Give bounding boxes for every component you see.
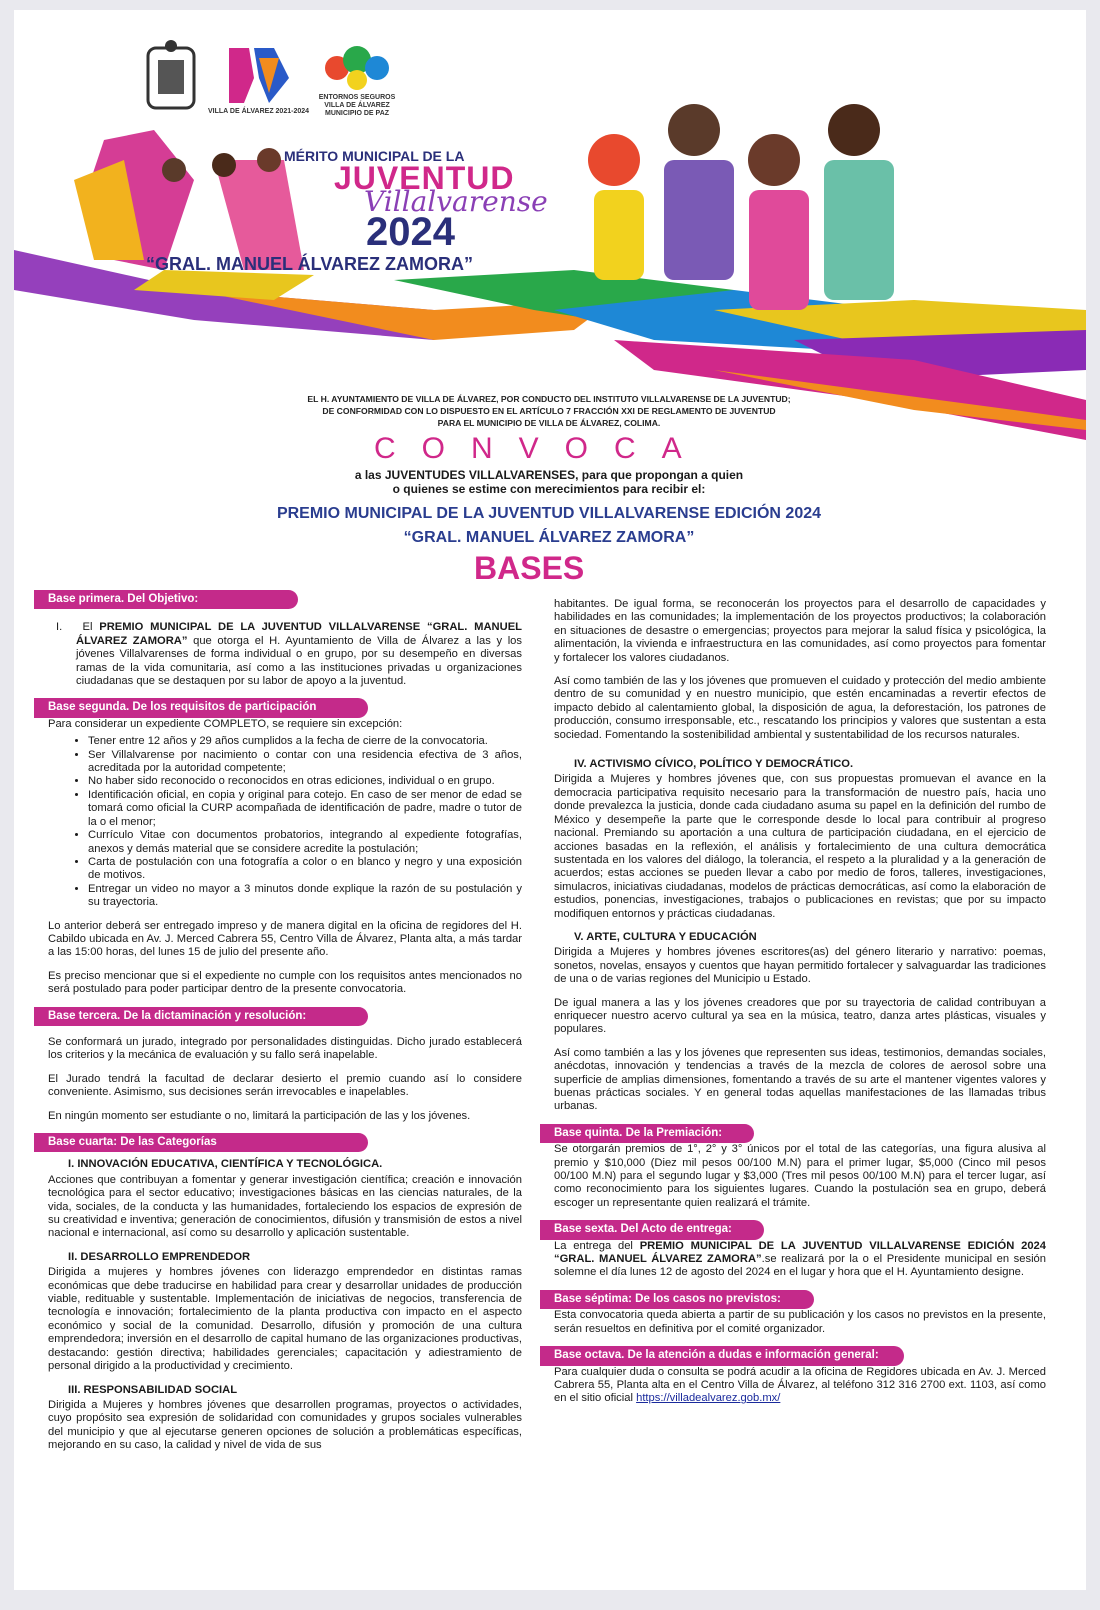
premio-title (204, 502, 894, 550)
category-title: II. DESARROLLO EMPRENDEDOR (68, 1250, 251, 1263)
list-item: • Entregar un video no mayor a 3 minutos donde explique la razón de su postulación y su trayectoria. (88, 883, 522, 910)
paragraph: Dirigida a Mujeres y hombres jóvenes escritores(as) del género literario y narrativo: poemas, sonetos, novelas, ensayos y cuentos que hayan permitido fortalecer y salvaguardar las tradiciones de una o de varias regiones del Municipio u Estado. (554, 946, 1046, 986)
villa-de-alvarez-logo (208, 38, 309, 116)
base-quinta-header: Base quinta. De la Premiación: (540, 1124, 754, 1143)
entornos-caption-1: ENTORNOS SEGUROS (318, 94, 396, 101)
premio-line: PREMIO MUNICIPAL DE LA JUVENTUD VILLALVARENSE EDICIÓN 2024 (276, 505, 822, 522)
logo-row (142, 38, 397, 118)
paragraph: Así como también a las y los jóvenes que representen sus ideas, testimonios, demandas sociales, anécdotas, innovación y tendencias a través de la mezcla de colores de aerosol sobre una superficie de amplias dimensiones, fomentando a través de su arte el mantener vigentes valores y buenas prácticas sociales. Y en general todas aquellas manifestaciones de las llamadas tribus urbanas. (554, 1046, 1046, 1113)
category-title: IV. ACTIVISMO CÍVICO, POLÍTICO Y DEMOCRÁTICO. (574, 758, 854, 771)
villa-logo-caption: VILLA DE ÁLVAREZ 2021-2024 (208, 108, 310, 115)
text-fragment: que otorga el H. Ayuntamiento de Villa de Álvarez a las y los jóvenes Villalvarenses de forma individual o en grupo, por su desempeño en diversas ramas de la vida comunitaria, así como a las instituciones privadas u organizaciones ciudadanas que se destaquen por su labor de apoyo a la juventud. (76, 634, 522, 688)
intro-paragraph (264, 393, 834, 429)
paragraph: Así como también de las y los jóvenes que promueven el cuidado y protección del medio ambiente dentro de su comunidad y en nuestro municipio, que estén encaminadas a revertir efectos de impacto debido al calentamiento global, la disposición de agua, la deforestación, los patrones de producción, consumo irresponsable, etc., rescatando los principios y valores que sustentan a esta sociedad. Fomentando la sostenibilidad ambiental y sustentabilidad de los recursos naturales. (554, 675, 1046, 741)
premio-line: “GRAL. MANUEL ÁLVAREZ ZAMORA” (403, 529, 695, 546)
paragraph: Esta convocatoria queda abierta a partir de su publicación y los casos no previstos en la presente, serán resueltos en definitiva por el comité organizador. (554, 1309, 1046, 1335)
bases-heading: BASES (474, 550, 585, 586)
official-site-link[interactable]: https://villadealvarez.gob.mx/ (636, 1392, 781, 1405)
entornos-caption-3: MUNICIPIO DE PAZ (324, 110, 390, 117)
text-fragment: El (82, 621, 100, 634)
base-cuarta-header: Base cuarta: De las Categorías (34, 1133, 368, 1152)
intro-line: PARA EL MUNICIPIO DE VILLA DE ÁLVAREZ, COLIMA. (437, 418, 661, 428)
intro-line: DE CONFORMIDAD CON LO DISPUESTO EN EL ARTÍCULO 7 FRACCIÓN XXI DE REGLAMENTO DE JUVENTUD (322, 406, 776, 416)
convoca-heading: CONVOCA (374, 432, 708, 465)
left-column (34, 590, 522, 1463)
poster-page (14, 10, 1086, 1590)
convoca-sub-line: a las JUVENTUDES VILLALVARENSES, para que propongan a quien (354, 468, 744, 482)
title-juventud: JUVENTUD (334, 160, 515, 196)
paragraph: habitantes. De igual forma, se reconocerán los proyectos para el desarrollo de capacidades y habilidades en las comunidades; la implementación de los proyectos productivos; la colaboración en situaciones de desastre o emergencias; proyectos para mejorar la salud física y psicológica, la alimentación, la vivienda e infraestructura en las comunidades, así como proyectos para fomentar y fortalecer los valores ciudadanos. (554, 598, 1046, 664)
title-year: 2024 (366, 210, 455, 254)
paragraph: Dirigida a Mujeres y hombres jóvenes que, con sus propuestas promuevan el avance en la democracia participativa requisito necesario para la transformación de nuestro país, hacia uno donde prevalezca la justicia, donde cada ciudadano asuma su papel en la definición del rumbo de México y desempeñe la parte que le corresponde desde lo local para contribuir al progreso nacional. Premiando su aportación a una cultura de participación ciudadana, en el ejercicio de acciones basadas en la reflexión, el análisis y fortalecimiento de una cultura democrática sustentada en los valores del diálogo, la tolerancia, el respeto a la pluralidad y a la generación de acuerdos; estas acciones se pueden llevar a cabo por medio de foros, talleres, investigaciones, simulacros, iniciativas ciudadanas, modelos de prácticas democráticas, así como la elaboración de estudios, ponencias, investigaciones, trabajos o publicaciones en revistas; que por su impacto modifiquen entornos y prácticas ciudadanas. (554, 773, 1046, 920)
base-sexta-header: Base sexta. Del Acto de entrega: (540, 1220, 764, 1239)
paragraph: Acciones que contribuyan a fomentar y generar investigación científica; creación e innovación tecnológica para el sector educativo; investigaciones básicas en las ciencias naturales, de la vida, sociales, de la conducta y las humanidades, fortaleciendo los espacios de expresión de su creatividad e inventiva; generación de conocimientos, difusión y transmisión de estos a nivel nacional e internacional, así como su desarrollo y aplicación sustentable. (48, 1173, 522, 1240)
base-octava-text (554, 1366, 1046, 1406)
base-primera-header: Base primera. Del Objetivo: (34, 590, 298, 609)
entornos-caption-2: VILLA DE ÁLVAREZ (324, 102, 390, 109)
title-villalvarense: Villalvarense (364, 185, 548, 218)
text-fragment: .se realizará por la o el Presidente municipal en sesión solemne el día lunes 12 de agosto del 2024 en el lugar y hora que el H. Ayuntamiento designe. (554, 1253, 1046, 1279)
list-item: • Carta de postulación con una fotografía a color o en blanco y negro y una exposición de motivos. (88, 856, 522, 883)
convoca-sub-line: o quienes se estime con merecimientos para recibir el: (392, 482, 706, 496)
list-item: • Tener entre 12 años y 29 años cumplidos a la fecha de cierre de la convocatoria. (88, 735, 522, 748)
base-cuarta-body (34, 1158, 522, 1452)
base-tercera-body (34, 1036, 522, 1123)
paragraph: Se conformará un jurado, integrado por personalidades distinguidas. Dicho jurado establecerá los criterios y la mecánica de evaluación y su fallo será inapelable. (48, 1035, 522, 1062)
roman-numeral: I. (56, 621, 63, 634)
requirements-list (48, 735, 522, 909)
paragraph: Dirigida a Mujeres y hombres jóvenes que desarrollen programas, proyectos o actividades, cuyo propósito sea expresión de solidaridad con comunidades y grupos sociales vulnerables del municipio y que al ejecutarse generen opciones de solución a problemáticas específicas, mejorando en su caso, la calidad y nivel de vida de sus (48, 1398, 522, 1452)
paragraph: Lo anterior deberá ser entregado impreso y de manera digital en la oficina de regidores del H. Cabildo ubicada en Av. J. Merced Cabrera 55, Centro Villa de Álvarez, Planta alta, a más tardar a las 15:00 horas, del lunes 15 de julio del presente año. (48, 919, 522, 959)
base-segunda-header: Base segunda. De los requisitos de participación (34, 698, 368, 717)
category-title: III. RESPONSABILIDAD SOCIAL (68, 1383, 238, 1396)
paragraph: El Jurado tendrá la facultad de declarar desierto el premio cuando así lo considere conveniente. Asimismo, sus decisiones serán irrevocables e inapelables. (48, 1072, 522, 1099)
list-item: • No haber sido reconocido o reconocidos en otras ediciones, individual o en grupo. (88, 775, 522, 788)
paragraph: Se otorgarán premios de 1°, 2° y 3° únicos por el total de las categorías, una figura alusiva al premio y $10,000 (Diez mil pesos 00/100 M.N) para el primer lugar, $5,000 (Cinco mil pesos 00/100 M.N) para el segundo lugar y $3,000 (Tres mil pesos 00/100 M.N) para el tercer lugar, así como reconocimiento para los siguientes lugares. Cuando la postulación sea en grupo, deberá escoger un representante quien realizará el trámite. (554, 1143, 1046, 1209)
paragraph: En ningún momento ser estudiante o no, limitará la participación de las y los jóvenes. (48, 1109, 471, 1122)
list-item: • Identificación oficial, en copia y original para cotejo. En caso de ser menor de edad se tomará como oficial la CURP acompañada de identificación de padre, madre o tutor de la o el menor; (88, 789, 522, 829)
base-octava-header: Base octava. De la atención a dudas e información general: (540, 1346, 904, 1365)
right-column (554, 598, 1046, 1416)
convoca-subtitle (314, 468, 784, 496)
list-item: • Ser Villalvarense por nacimiento o contar con una residencia efectiva de 3 años, acreditada por la autoridad competente; (88, 749, 522, 776)
category-title: I. INNOVACIÓN EDUCATIVA, CIENTÍFICA Y TECNOLÓGICA. (68, 1158, 383, 1171)
paragraph: Es preciso mencionar que si el expediente no cumple con los requisitos antes mencionados no será postulado para poder participar dentro de la presente convocatoria. (48, 969, 522, 996)
bold-fragment: PREMIO MUNICIPAL DE LA JUVENTUD VILLALVARENSE “GRAL. MANUEL ÁLVAREZ ZAMORA” (76, 621, 522, 647)
base-sexta-text (554, 1240, 1046, 1280)
text-fragment: La entrega del (554, 1239, 640, 1252)
base-tercera-header: Base tercera. De la dictaminación y resolución: (34, 1007, 368, 1026)
paragraph: De igual manera a las y los jóvenes creadores que por su trayectoria de calidad contribuyan a enriquecer nuestro acervo cultural ya sea en la música, teatro, danza artes plásticas, visuales y populares. (554, 996, 1046, 1036)
paragraph: Dirigida a mujeres y hombres jóvenes con liderazgo emprendedor en distintas ramas económicas que debe traducirse en habilidad para crear y desarrollar unidades de producción viable, redituable y sustentable. Implementación de iniciativas de negocios, transferencia de tecnología e innovación; fortalecimiento de la planta productiva con impacto en el aspecto económico y social de la comunidad. Desarrollo, difusión y promoción de una cultura emprendedora; inversión en el desarrollo de capital humano de las organizaciones productivas, destacando: gestión directiva; habilidades gerenciales; capacitación y adiestramiento de personal dirigido a la productividad y crecimiento. (48, 1266, 522, 1373)
category-title: V. ARTE, CULTURA Y EDUCACIÓN (574, 930, 757, 943)
title-gral: “GRAL. MANUEL ÁLVAREZ ZAMORA” (146, 254, 473, 274)
base-segunda-body (34, 718, 522, 997)
coat-of-arms-logo (142, 38, 200, 118)
bold-fragment: PREMIO MUNICIPAL DE LA JUVENTUD VILLALVARENSE EDICIÓN 2024 “GRAL. MANUEL ÁLVAREZ ZAMORA” (554, 1239, 1046, 1266)
intro-line: EL H. AYUNTAMIENTO DE VILLA DE ÁLVAREZ, POR CONDUCTO DEL INSTITUTO VILLALVARENSE DE LA JUVENTUD; (307, 394, 791, 404)
base-primera-text (34, 621, 522, 688)
list-item: • Currículo Vitae con documentos probatorios, integrando al expediente fotografías, anexos y demás material que se considere acredite la postulación; (88, 829, 522, 856)
text-fragment: Para cualquier duda o consulta se podrá acudir a la oficina de Regidores ubicada en Av. J. Merced Cabrera 55, Planta alta en el Centro Villa de Álvarez, al teléfono 312 316 2700 ext. 1103, así como en el sitio oficial (554, 1365, 1046, 1405)
title-merito: MÉRITO MUNICIPAL DE LA (284, 148, 465, 164)
entornos-seguros-logo (317, 38, 397, 118)
base-septima-header: Base séptima: De los casos no previstos: (540, 1290, 814, 1309)
requirements-intro: Para considerar un expediente COMPLETO, se requiere sin excepción: (48, 717, 403, 730)
